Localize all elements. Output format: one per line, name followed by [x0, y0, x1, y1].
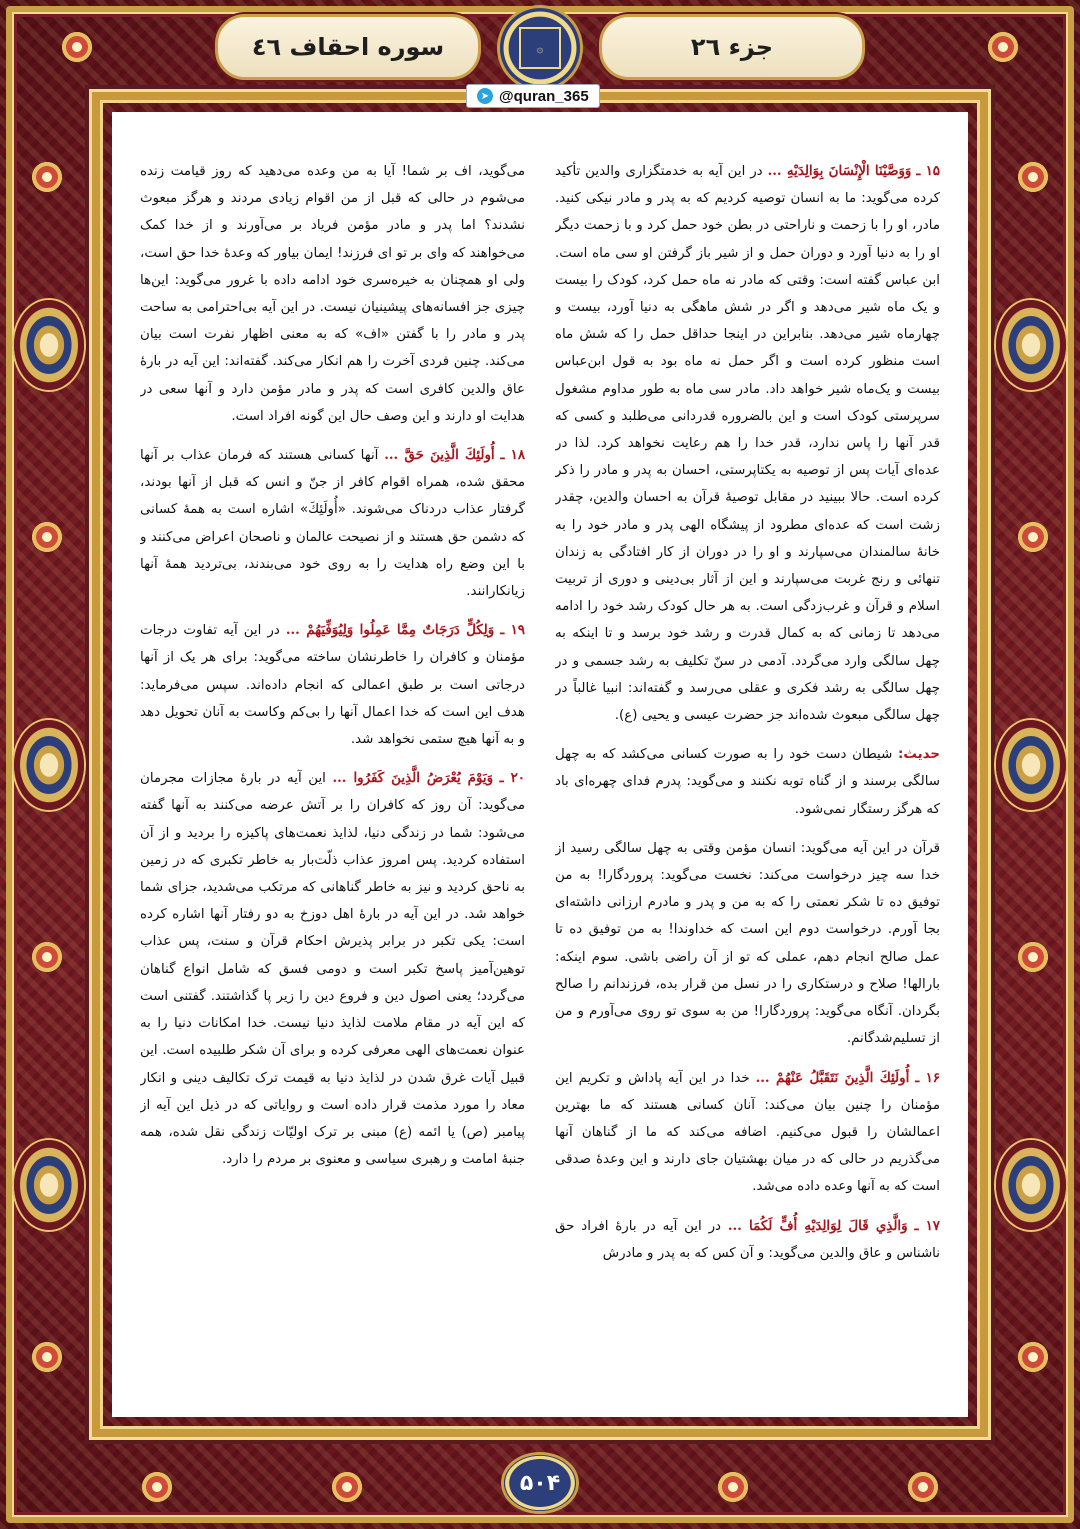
paragraph	[555, 158, 940, 729]
verse-quote: وَالَّذِي قَالَ لِوَالِدَيْهِ أُفٍّ لَكُمَا ...	[727, 1217, 908, 1234]
left-column	[140, 158, 525, 1397]
verse-quote: وَيَوْمَ يُعْرَضُ الَّذِينَ كَفَرُوا ...	[332, 770, 494, 787]
right-column	[555, 158, 940, 1397]
paragraph	[140, 617, 525, 753]
telegram-icon: ➤	[477, 88, 493, 104]
paragraph-text: این آیه در بارهٔ مجازات مجرمان می‌گوید: آن روز که کافران را بر آتش عرضه می‌کنند به آنها گفته می‌شود: شما در زندگی دنیا، لذایذ نعمت‌های پاکیزه را بردید و از آن استفاده کردید. پس امروز عذاب ذلّت‌بار به خاطر تکبری که در زمین به ناحق کردید و نیز به خاطر گناهانی که مرتکب می‌شدید، جزای شما خواهد شد. در این آیه در بارهٔ اهل دوزخ به دو رفتار آنها اشاره کرده است: یکی تکبر در برابر پذیرش احکام قرآن و سنت، پس عذاب توهین‌آمیز پاسخ تکبر است و دومی فسق که شامل انواع گناهان می‌گردد؛ یعنی اصول دین و فروع دین را زیر پا گذاشتند. گفتنی است که این آیه در مقام ملامت لذایذ دنیا نیست. خدا امکانات دنیا را به عنوان نعمت‌های الهی معرفی کرده و برای آن شکر طلبیده است. این قبیل آیات غرق شدن در لذایذ دنیا به قیمت ترک تکالیف دینی و انکار معاد را مورد مذمت قرار داده است و روایاتی که در ذیل این آیه از پیامبر (ص) یا ائمه (ع) مبنی بر ترک اولیّات زندگی نقل شده، همه جنبهٔ امامت و رهبری سیاسی و معنوی بر مردم را دارد.	[140, 771, 525, 1168]
paragraph	[555, 1065, 940, 1201]
surah-title-tab	[215, 14, 481, 80]
verse-quote: أُولَئِكَ الَّذِينَ نَتَقَبَّلُ عَنْهُمْ ...	[755, 1069, 910, 1086]
paragraph-text: آنها کسانی هستند که فرمان عذاب بر آنها محقق شده، همراه اقوام کافر از جنّ و انس که قبل از آنها بودند، گرفتار عذاب دردناک می‌شوند. «أُولَئِكَ» اشاره است به همهٔ کسانی که دشمن حق هستند و از نصیحت عالمان و ناصحان اعراض می‌کنند و با این وضع راه هدایت را به روی خود می‌بندند، بی‌تردید همهٔ آنها زیانکارانند.	[140, 448, 525, 600]
paragraph	[555, 1213, 940, 1267]
medallion-icon	[14, 300, 84, 390]
rosette-icon	[716, 1470, 750, 1504]
paragraph	[140, 765, 525, 1173]
juz-title-tab	[599, 14, 865, 80]
paragraph	[140, 442, 525, 605]
paragraph-text: قرآن در این آیه می‌گوید: انسان مؤمن وقتی به چهل سالگی رسید از خدا سه چیز درخواست می‌کند: نخست می‌گوید: پروردگارا! به من توفیق ده تا شکر نعمتی را که به من و پدر و مادرم ارزانی داشته‌ای بجا آورم. درخواست دوم این است که خداوندا! به من توفیق ده تا عمل صالح انجام دهم، عملی که تو از آن راضی باشی. سوم اینکه: بارالها! صلاح و درستکاری را در نسل من قرار بده، فرزندانم را صالح بگردان. آنگاه می‌گوید: پروردگارا! من به سوی تو روی می‌آورم و من از تسلیم‌شدگانم.	[555, 840, 940, 1047]
rosette-icon	[30, 160, 64, 194]
medallion-icon	[996, 1140, 1066, 1230]
paragraph	[555, 741, 940, 823]
verse-quote: وَوَصَّيْنَا الْإِنْسَانَ بِوَالِدَيْهِ ...	[767, 163, 912, 179]
verse-number: ١۶ ـ	[915, 1069, 940, 1086]
paragraph-text: در این آیه تفاوت درجات مؤمنان و کافران را خاطرنشان ساخته می‌گوید: برای هر یک از آنها درجاتی است بر طبق اعمالی که انجام داده‌اند. سپس می‌فرماید: هدف این است که خدا اعمال آنها را بی‌کم وکاست به آنان تحویل دهد و به آنها هیچ ستمی نخواهد شد.	[140, 623, 525, 748]
rosette-icon	[1016, 160, 1050, 194]
verse-number: ١٨ ـ	[500, 447, 525, 464]
rosette-icon	[1016, 940, 1050, 974]
verse-number: ١۵ ـ	[916, 163, 940, 179]
medallion-icon	[996, 720, 1066, 810]
verse-number: ١٧ ـ	[914, 1217, 940, 1234]
paragraph-text: می‌گوید، اف بر شما! آیا به من وعده می‌دهید که روز قیامت زنده می‌شوم در حالی که قبل از من اقوام زیادی مردند و هرگز مبعوث نشدند؟ اما پدر و مادر مؤمن فریاد بر می‌آورند و از خدا کمک می‌خواهند که وای بر تو ای فرزند! ایمان بیاور که وعدهٔ خدا حق است، ولی او همچنان به خیره‌سری خود ادامه داده با غرور می‌گوید: این‌ها چیزی جز افسانه‌های پیشینیان نیست. در این آیه بی‌احترامی به ساحت پدر و مادر را با گفتن «اف» که به معنی اظهار نفرت است بیان می‌کند. چنین فردی آخرت را هم انکار می‌کند. گفته‌اند: این آیه در بارهٔ عاق والدین کافری است که پدر و مادر مؤمن دارد و آنها سعی در هدایت او دارند و این وصف حال این گونه افراد است.	[140, 164, 525, 424]
verse-quote: وَلِكُلٍّ دَرَجَاتٌ مِمَّا عَمِلُوا وَلِيُوَفِّيَهُمْ ...	[285, 622, 495, 639]
page-number-badge	[504, 1455, 576, 1511]
rosette-icon	[1016, 520, 1050, 554]
rosette-icon	[986, 30, 1020, 64]
rosette-icon	[1016, 1340, 1050, 1374]
rosette-icon	[330, 1470, 364, 1504]
surah-title: سوره احقاف ٤٦	[251, 33, 445, 61]
paragraph-text: در این آیه به خدمتگزاری والدین تأکید کرده می‌گوید: ما به انسان توصیه کردیم که به پدر و مادر نیکی کنید. مادر، او را با زحمت و ناراحتی در بطن خود حمل کرد و با زحمت دیگر او را به دنیا آورد و دوران حمل و از شیر باز گرفتن او سی ماه است. ابن عباس گفته است: وقتی که مادر نه ماه حمل کرد، کودک را بیست و یک ماه شیر می‌دهد و اگر در شش ماهگی به دنیا آورد، بیست و چهارماه شیر می‌دهد. بنابراین در اینجا حداقل حمل را که شش ماه است منظور کرده است و اگر حمل نه ماه بود به قول ابن‌عباس بیست و یک‌ماه شیر خواهد داد. مادر سی ماه به طور مداوم مشغول سرپرستی کودک است و این بالضروره قدردانی می‌طلبد و کسی که قدر آنها را پاس ندارد، قدر خدا را هم رعایت نخواهد کرد. لذا در عده‌ای آیات پس از توصیه به یکتاپرستی، احسان به پدر و مادر را ذکر کرده است. حالا ببینید در مقابل توصیهٔ قرآن به احسان والدین، چقدر زشت است که عده‌ای مطرود از پیشگاه الهی پدر و مادر خود را به خانهٔ سالمندان می‌سپارند و او را در دوران از کار افتادگی به زندان تنهائی و رنج غربت می‌سپارند و این از آثار بی‌دینی و دوری از تربیت اسلام و قرآن و غرب‌زدگی است. به هر حال کودک رشد خود را ادامه می‌دهد تا زمانی که به کمال قدرت و رشد خود برسد و تا اینکه به چهل سالگی وارد می‌گردد. آدمی در سنّ تکلیف به رشد جسمی و در چهل سالگی به رشد فکری و عقلی می‌رسد و گفته‌اند: انبیا غالباً در چهل سالگی مبعوث شده‌اند جز حضرت عیسی و یحیی (ع).	[555, 164, 940, 724]
medallion-icon	[996, 300, 1066, 390]
verse-number: ٢٠ ـ	[499, 770, 525, 787]
medallion-icon	[14, 720, 84, 810]
hadith-label: حدیث:	[898, 747, 940, 763]
medallion-icon	[14, 1140, 84, 1230]
telegram-handle[interactable]	[466, 84, 600, 108]
quran-emblem-icon: ۞	[500, 8, 580, 88]
rosette-icon	[30, 520, 64, 554]
rosette-icon	[60, 30, 94, 64]
verse-number: ١٩ ـ	[500, 622, 525, 639]
handle-text: @quran_365	[499, 87, 589, 105]
paragraph-text: در این آیه در بارهٔ افراد حق ناشناس و عاق والدین می‌گوید: و آن کس که به پدر و مادرش	[555, 1218, 940, 1261]
content-area	[112, 112, 968, 1417]
paragraph-text: شیطان دست خود را به صورت کسانی می‌کشد که به چهل سالگی برسند و از گناه توبه نکنند و می‌گوید: پدرم فدای چهره‌ای باد که هرگز رستگار نمی‌شود.	[555, 747, 940, 817]
page-number: ۵۰۴	[519, 1470, 561, 1496]
paragraph	[140, 158, 525, 430]
rosette-icon	[906, 1470, 940, 1504]
rosette-icon	[30, 1340, 64, 1374]
rosette-icon	[140, 1470, 174, 1504]
paragraph	[555, 835, 940, 1053]
verse-quote: أُولَئِكَ الَّذِينَ حَقَّ ...	[384, 447, 495, 464]
rosette-icon	[30, 940, 64, 974]
juz-title: جزء ٢٦	[690, 33, 774, 61]
paragraph-text: خدا در این آیه پاداش و تکریم این مؤمنان را چنین بیان می‌کند: آنان کسانی هستند که ما بهترین اعمالشان را قبول می‌کنیم. اضافه می‌کند که ما از گناهان آنها می‌گذریم در حالی که در میان بهشتیان جای دارند و این وعدهٔ صدقی است که به آنها وعده داده می‌شد.	[555, 1070, 940, 1195]
